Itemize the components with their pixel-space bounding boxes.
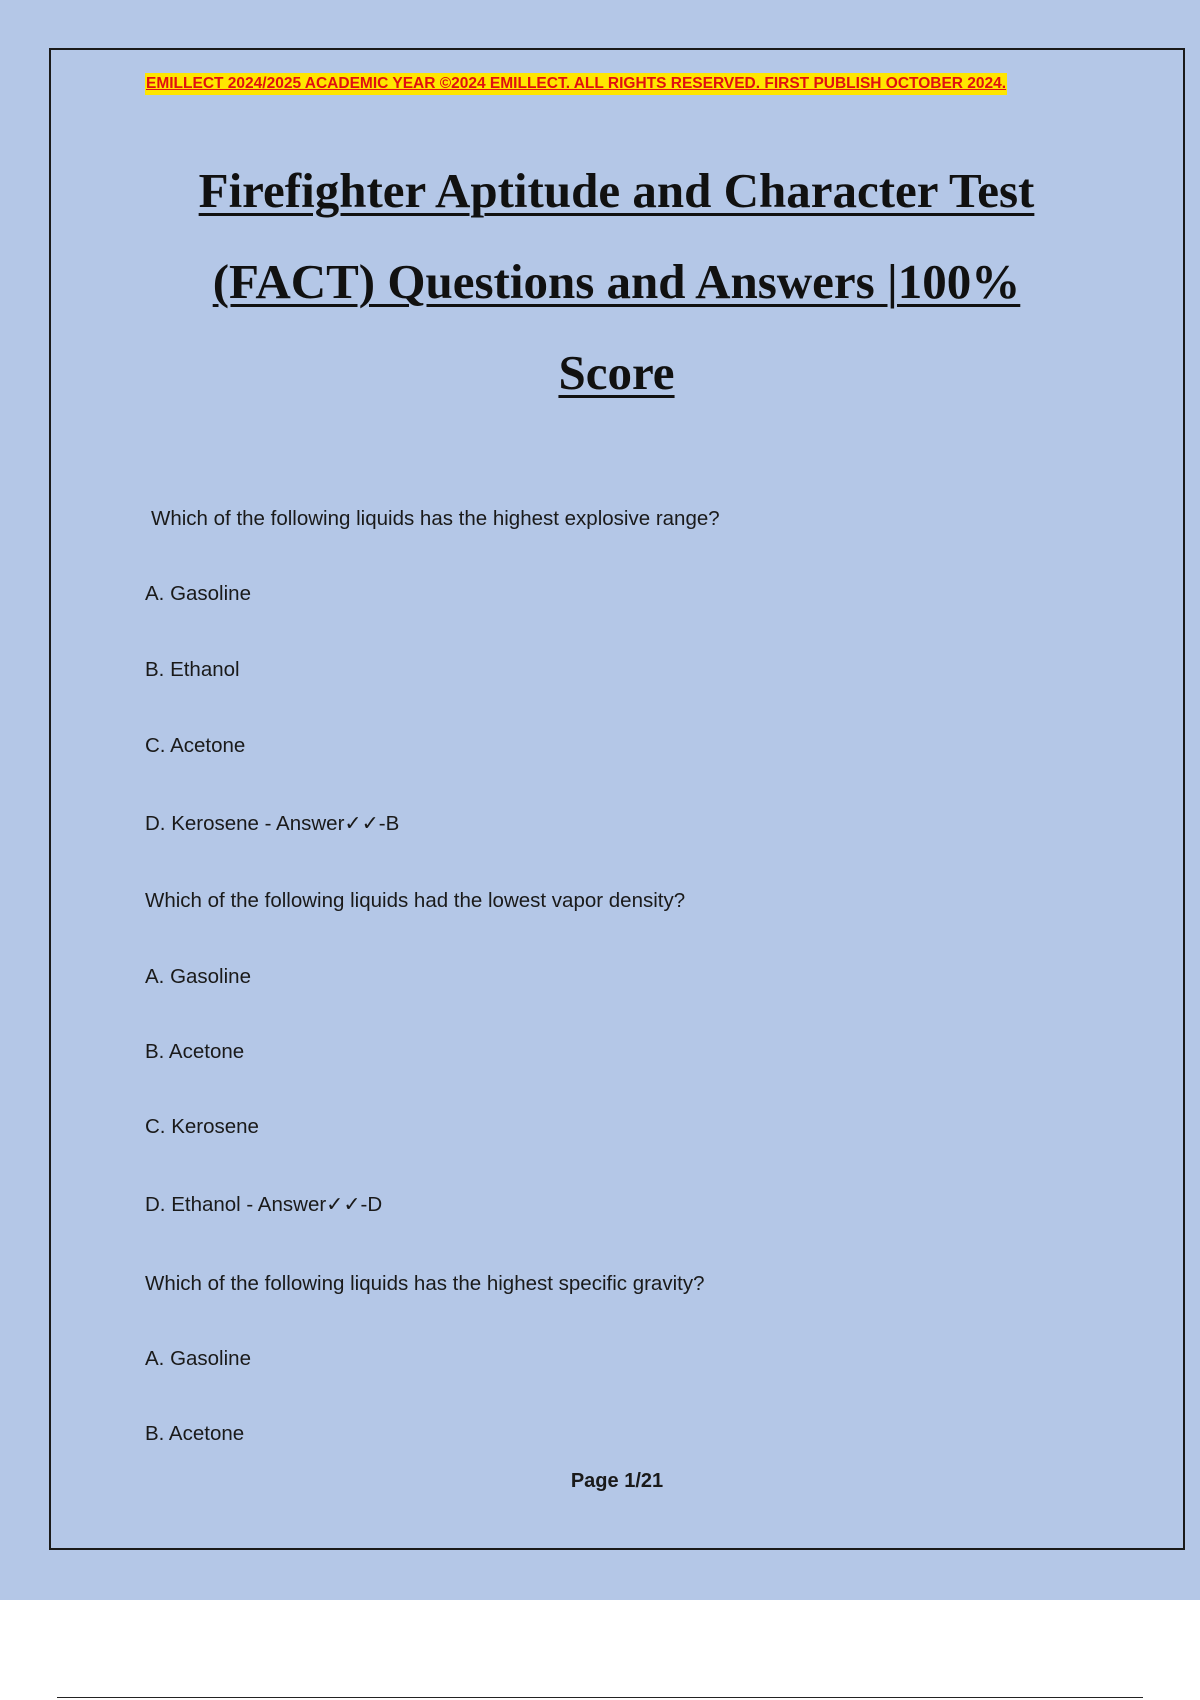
question-2-option-a: A. Gasoline (145, 965, 251, 988)
bottom-divider (57, 1697, 1143, 1698)
title-line-2: (FACT) Questions and Answers |100% (212, 254, 1021, 309)
question-1-text: Which of the following liquids has the highest explosive range? (151, 507, 720, 530)
question-1-option-b: B. Ethanol (145, 658, 240, 681)
page-number: Page 1/21 (570, 1470, 664, 1492)
question-2-option-c: C. Kerosene (145, 1115, 259, 1138)
question-1-option-a: A. Gasoline (145, 582, 251, 605)
question-1-option-d-answer: D. Kerosene - Answer✓✓-B (145, 812, 400, 835)
title-line-3: Score (558, 345, 675, 400)
question-1-option-c: C. Acetone (145, 734, 246, 757)
question-2-option-b: B. Acetone (145, 1040, 245, 1063)
question-3-text: Which of the following liquids has the highest specific gravity? (145, 1272, 705, 1295)
copyright-banner: EMILLECT 2024/2025 ACADEMIC YEAR ©2024 EMILLECT. ALL RIGHTS RESERVED. FIRST PUBLISH OCTOBER 2024. (145, 73, 1007, 95)
question-3-option-a: A. Gasoline (145, 1347, 251, 1370)
question-3-option-b: B. Acetone (145, 1422, 245, 1445)
question-2-option-d-answer: D. Ethanol - Answer✓✓-D (145, 1193, 383, 1216)
question-2-text: Which of the following liquids had the lowest vapor density? (145, 889, 686, 912)
document-title (100, 145, 1133, 418)
title-line-1: Firefighter Aptitude and Character Test (198, 163, 1035, 218)
